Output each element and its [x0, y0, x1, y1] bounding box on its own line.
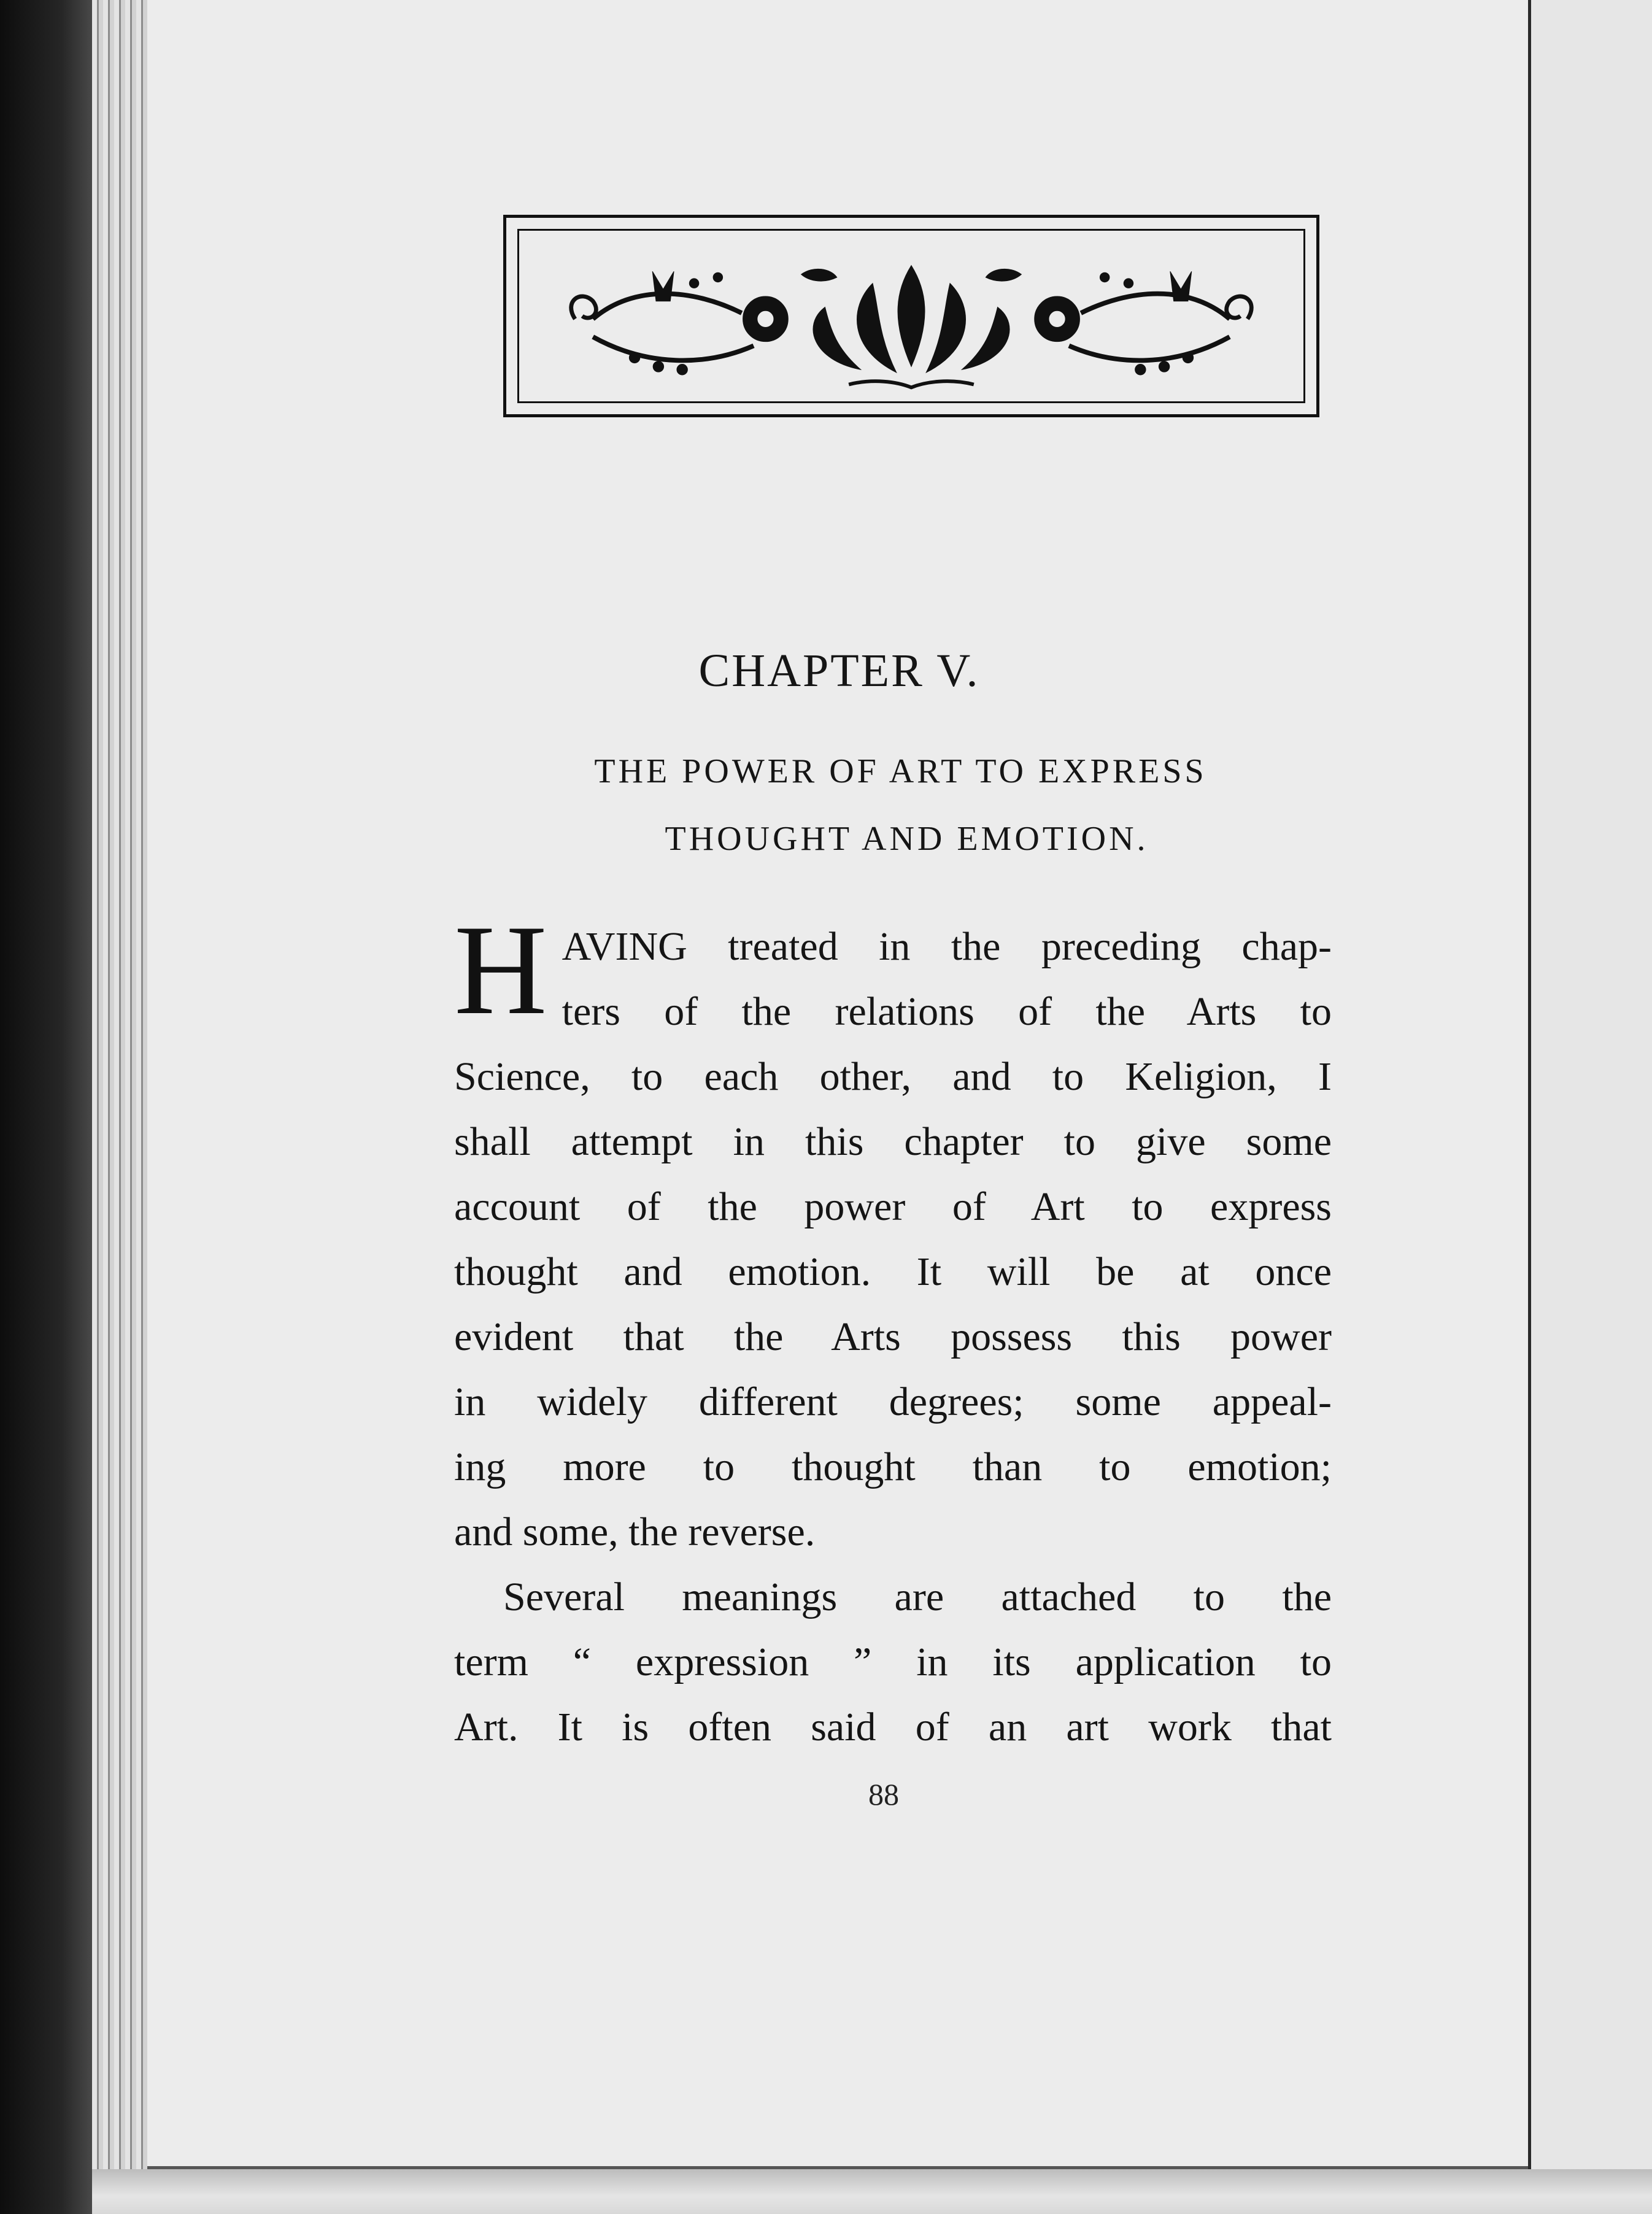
- chapter-subtitle-line-2: THOUGHT AND EMOTION.: [665, 820, 1149, 858]
- chapter-title: CHAPTER V.: [698, 645, 980, 696]
- drop-cap: H: [454, 899, 547, 1041]
- text-line: Several meanings are attached to the: [503, 1575, 1332, 1619]
- text-line: term “ expression ” in its application to: [454, 1640, 1332, 1684]
- page-bottom-edge: [92, 2169, 1652, 2214]
- text-line: thought and emotion. It will be at once: [454, 1249, 1332, 1294]
- text-line: ing more to thought than to emotion;: [454, 1444, 1332, 1489]
- text-line: in widely different degrees; some appeal-: [454, 1379, 1332, 1424]
- facing-page-edge: [1531, 0, 1652, 2214]
- body-text: [454, 899, 1332, 1760]
- text-line: and some, the reverse.: [454, 1510, 816, 1554]
- page-number: 88: [868, 1777, 899, 1811]
- text-line: evident that the Arts possess this power: [454, 1314, 1332, 1359]
- floral-ornament-icon: [506, 218, 1316, 414]
- text-line: Science, to each other, and to Keligion, I: [454, 1054, 1332, 1099]
- text-line: Art. It is often said of an art work that: [454, 1705, 1332, 1749]
- ornamental-headpiece: [503, 215, 1319, 417]
- text-line: shall attempt in this chapter to give some: [454, 1119, 1332, 1164]
- chapter-subtitle-line-1: THE POWER OF ART TO EXPRESS: [594, 752, 1207, 790]
- text-line: ters of the relations of the Arts to: [562, 989, 1332, 1034]
- text-line: AVING treated in the preceding chap-: [562, 924, 1332, 969]
- text-line: account of the power of Art to express: [454, 1184, 1332, 1229]
